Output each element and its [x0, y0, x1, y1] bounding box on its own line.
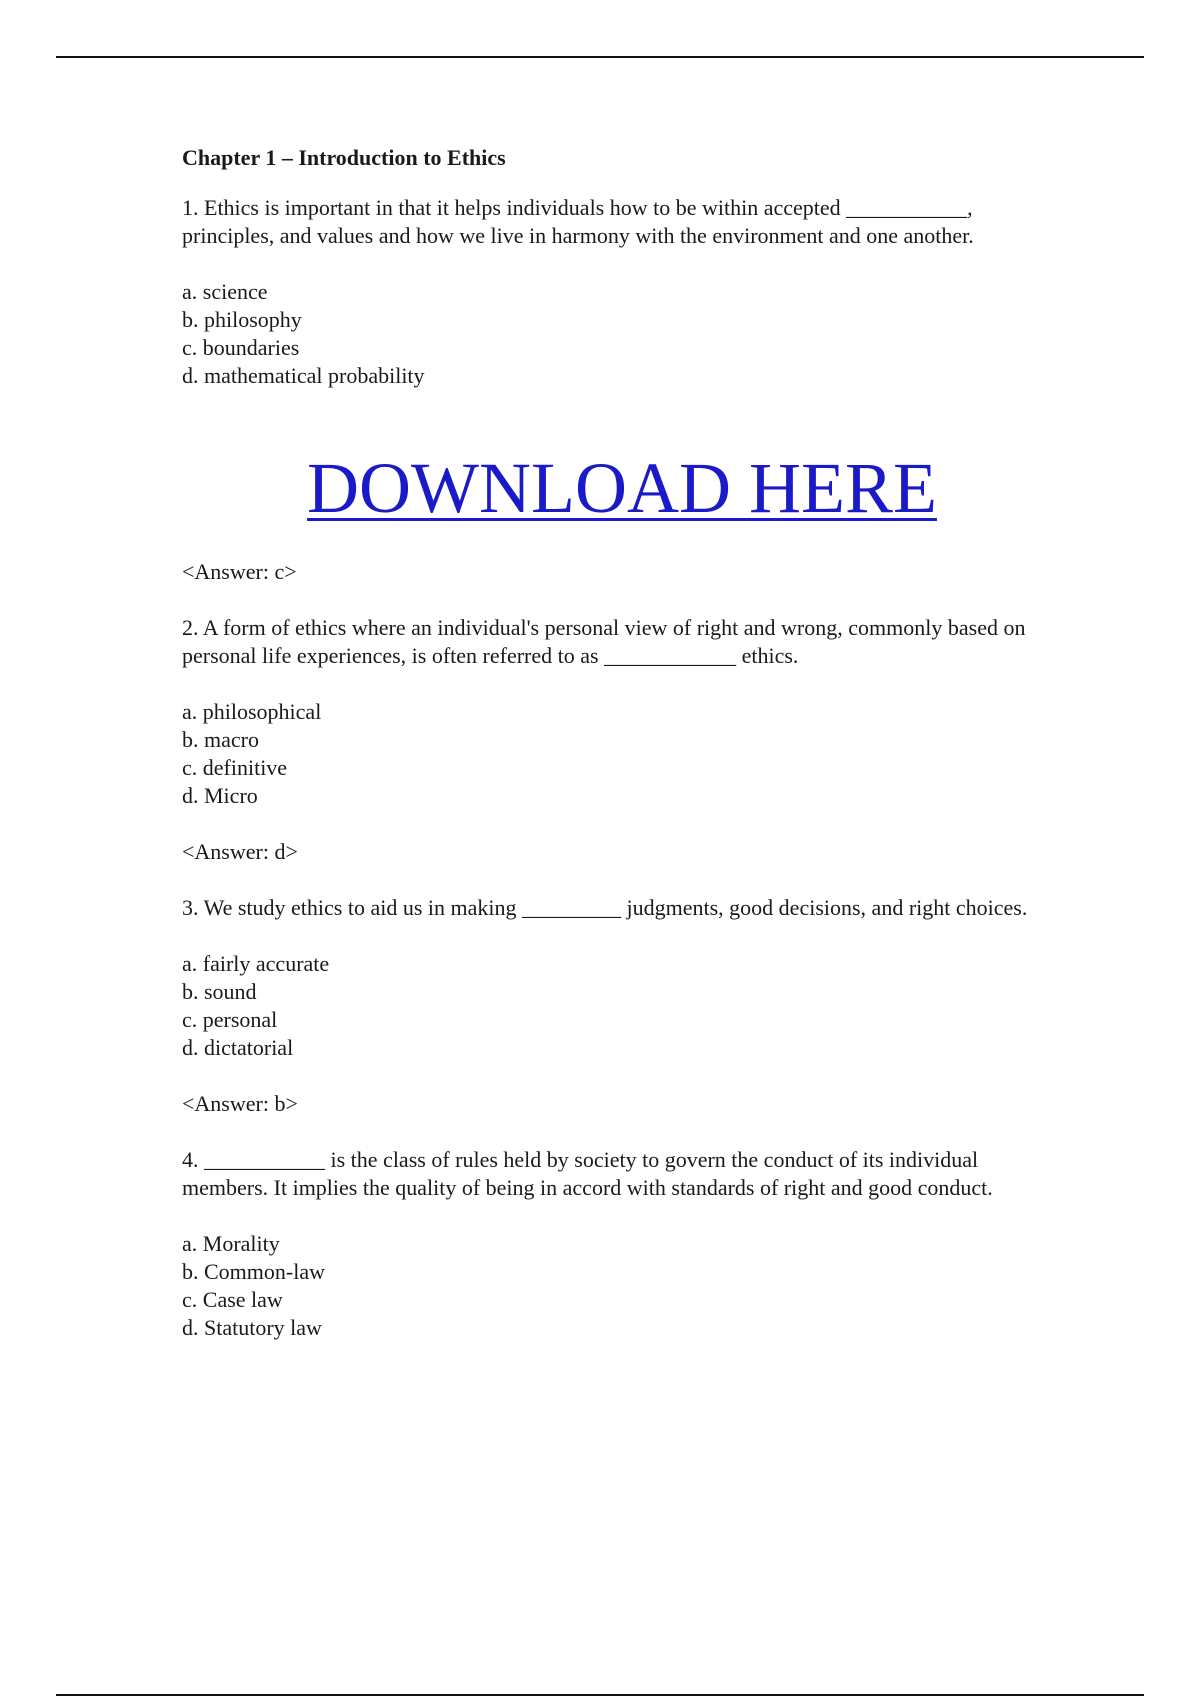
option-c: c. personal — [182, 1007, 278, 1032]
document-body — [182, 144, 1062, 1342]
option-b: b. macro — [182, 727, 259, 752]
option-list — [182, 278, 1062, 390]
answer-3: <Answer: b> — [182, 1091, 298, 1116]
option-b: b. Common-law — [182, 1259, 325, 1284]
option-a: a. philosophical — [182, 699, 322, 724]
question-text: 4. ___________ is the class of rules held by society to govern the conduct of its individual members. It implies the quality of being in accord with standards of right and good conduct. — [182, 1147, 993, 1200]
option-a: a. science — [182, 279, 268, 304]
option-a: a. Morality — [182, 1231, 280, 1256]
question-2 — [182, 614, 1062, 810]
chapter-title: Chapter 1 – Introduction to Ethics — [182, 145, 506, 170]
bottom-rule — [56, 1694, 1144, 1696]
option-list — [182, 1230, 1062, 1342]
question-4 — [182, 1146, 1062, 1342]
option-b: b. sound — [182, 979, 257, 1004]
question-text: 2. A form of ethics where an individual's personal view of right and wrong, commonly based on personal life experiences, is often referred to as ____________ ethics. — [182, 615, 1026, 668]
question-text: 1. Ethics is important in that it helps individuals how to be within accepted ___________, principles, and values and how we live in harmony with the environment and one another. — [182, 195, 974, 248]
option-b: b. philosophy — [182, 307, 302, 332]
option-a: a. fairly accurate — [182, 951, 330, 976]
option-c: c. boundaries — [182, 335, 300, 360]
answer-2: <Answer: d> — [182, 839, 298, 864]
option-list — [182, 698, 1062, 810]
option-c: c. Case law — [182, 1287, 283, 1312]
option-d: d. dictatorial — [182, 1035, 294, 1060]
option-c: c. definitive — [182, 755, 288, 780]
option-d: d. mathematical probability — [182, 363, 425, 388]
answer-1: <Answer: c> — [182, 559, 297, 584]
top-rule — [56, 56, 1144, 58]
download-link[interactable]: DOWNLOAD HERE — [307, 448, 937, 528]
question-3 — [182, 894, 1062, 1062]
option-list — [182, 950, 1062, 1062]
question-1 — [182, 194, 1062, 390]
download-banner — [182, 448, 1062, 528]
option-d: d. Statutory law — [182, 1315, 322, 1340]
question-text: 3. We study ethics to aid us in making _________ judgments, good decisions, and right choices. — [182, 895, 1028, 920]
option-d: d. Micro — [182, 783, 258, 808]
